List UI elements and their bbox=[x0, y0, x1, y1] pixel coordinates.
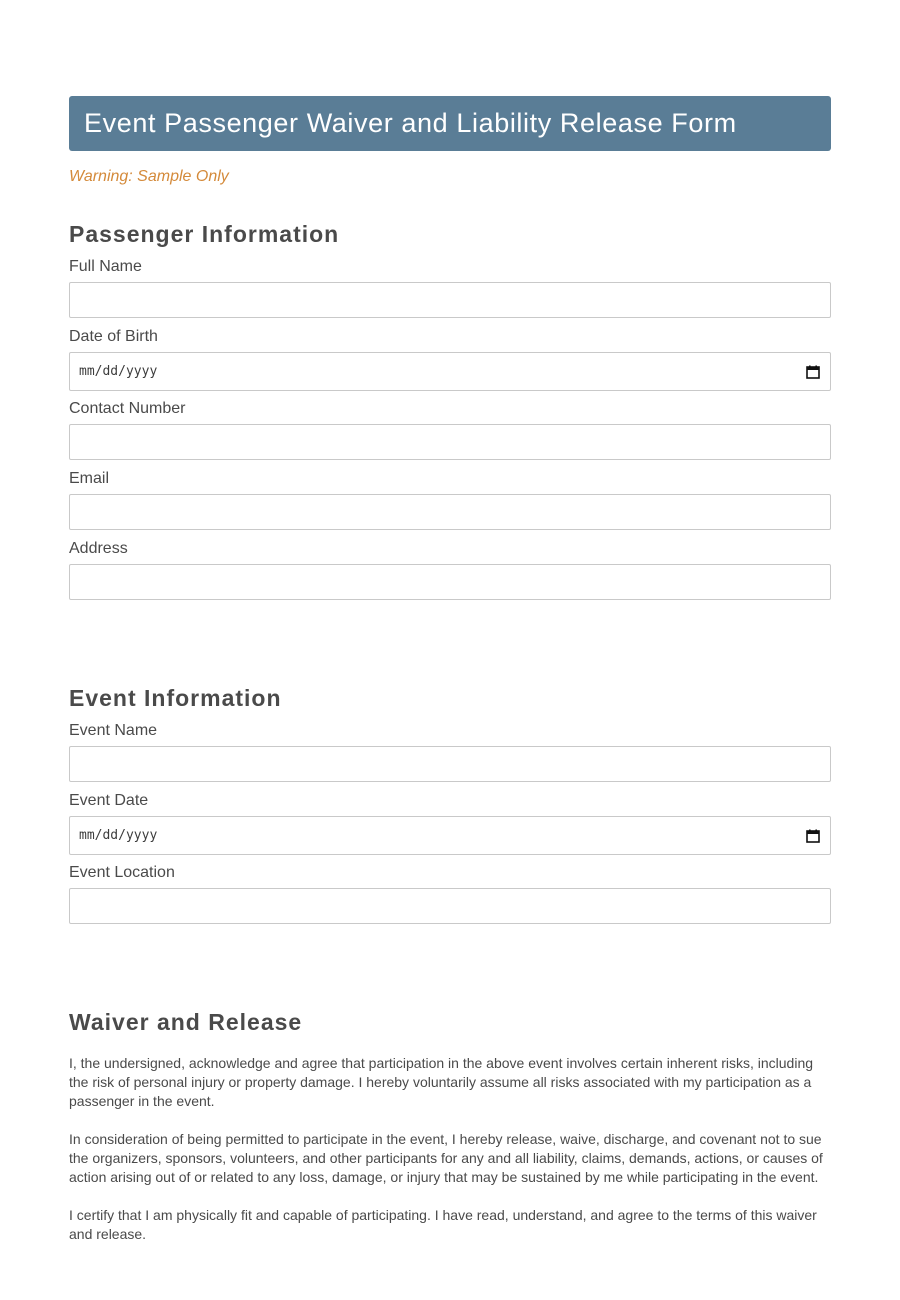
dob-label: Date of Birth bbox=[69, 328, 158, 345]
event-section-title: Event Information bbox=[69, 685, 282, 711]
waiver-paragraph: I, the undersigned, acknowledge and agree that participation in the above event involves certain inherent risks, including the risk of personal injury or property damage. I hereby voluntarily assume all risks associated with my participation as a passenger in the event. bbox=[69, 1055, 814, 1109]
event-name-group bbox=[69, 722, 831, 782]
address-input[interactable] bbox=[69, 564, 831, 600]
event-location-group bbox=[69, 864, 831, 924]
waiver-paragraph: I certify that I am physically fit and capable of participating. I have read, understand, and agree to the terms of this waiver and release. bbox=[69, 1207, 817, 1242]
dob-placeholder: mm/dd/yyyy bbox=[79, 364, 158, 379]
contact-group bbox=[69, 400, 831, 460]
address-label: Address bbox=[69, 540, 128, 557]
email-group bbox=[69, 470, 831, 530]
sample-warning: Warning: Sample Only bbox=[69, 168, 229, 185]
event-date-group bbox=[69, 792, 831, 855]
form-title: Event Passenger Waiver and Liability Release Form bbox=[84, 108, 737, 138]
event-date-label: Event Date bbox=[69, 792, 149, 809]
passenger-section-title: Passenger Information bbox=[69, 221, 340, 247]
event-section bbox=[69, 684, 831, 924]
full-name-label: Full Name bbox=[69, 258, 142, 275]
waiver-text bbox=[69, 1054, 831, 1244]
full-name-group bbox=[69, 258, 831, 318]
address-group bbox=[69, 540, 831, 600]
contact-number-label: Contact Number bbox=[69, 400, 186, 417]
form-title-bar bbox=[69, 96, 831, 151]
event-date-input[interactable] bbox=[69, 816, 831, 855]
event-location-label: Event Location bbox=[69, 864, 175, 881]
event-location-input[interactable] bbox=[69, 888, 831, 924]
calendar-icon[interactable] bbox=[806, 365, 820, 379]
waiver-section bbox=[69, 1008, 831, 1244]
waiver-form bbox=[69, 0, 831, 1244]
calendar-icon[interactable] bbox=[806, 829, 820, 843]
event-name-input[interactable] bbox=[69, 746, 831, 782]
dob-group bbox=[69, 328, 831, 391]
contact-number-input[interactable] bbox=[69, 424, 831, 460]
waiver-paragraph: In consideration of being permitted to participate in the event, I hereby release, waive, discharge, and covenant not to sue the organizers, sponsors, volunteers, and other participants for any and all liability, claims, demands, actions, or causes of action arising out of or related to any loss, damage, or injury that may be sustained by me while participating in the event. bbox=[69, 1131, 823, 1185]
email-label: Email bbox=[69, 470, 110, 487]
email-input[interactable] bbox=[69, 494, 831, 530]
event-date-placeholder: mm/dd/yyyy bbox=[79, 828, 158, 843]
full-name-input[interactable] bbox=[69, 282, 831, 318]
waiver-section-title: Waiver and Release bbox=[69, 1009, 303, 1035]
event-name-label: Event Name bbox=[69, 722, 158, 739]
dob-input[interactable] bbox=[69, 352, 831, 391]
passenger-section bbox=[69, 220, 831, 600]
